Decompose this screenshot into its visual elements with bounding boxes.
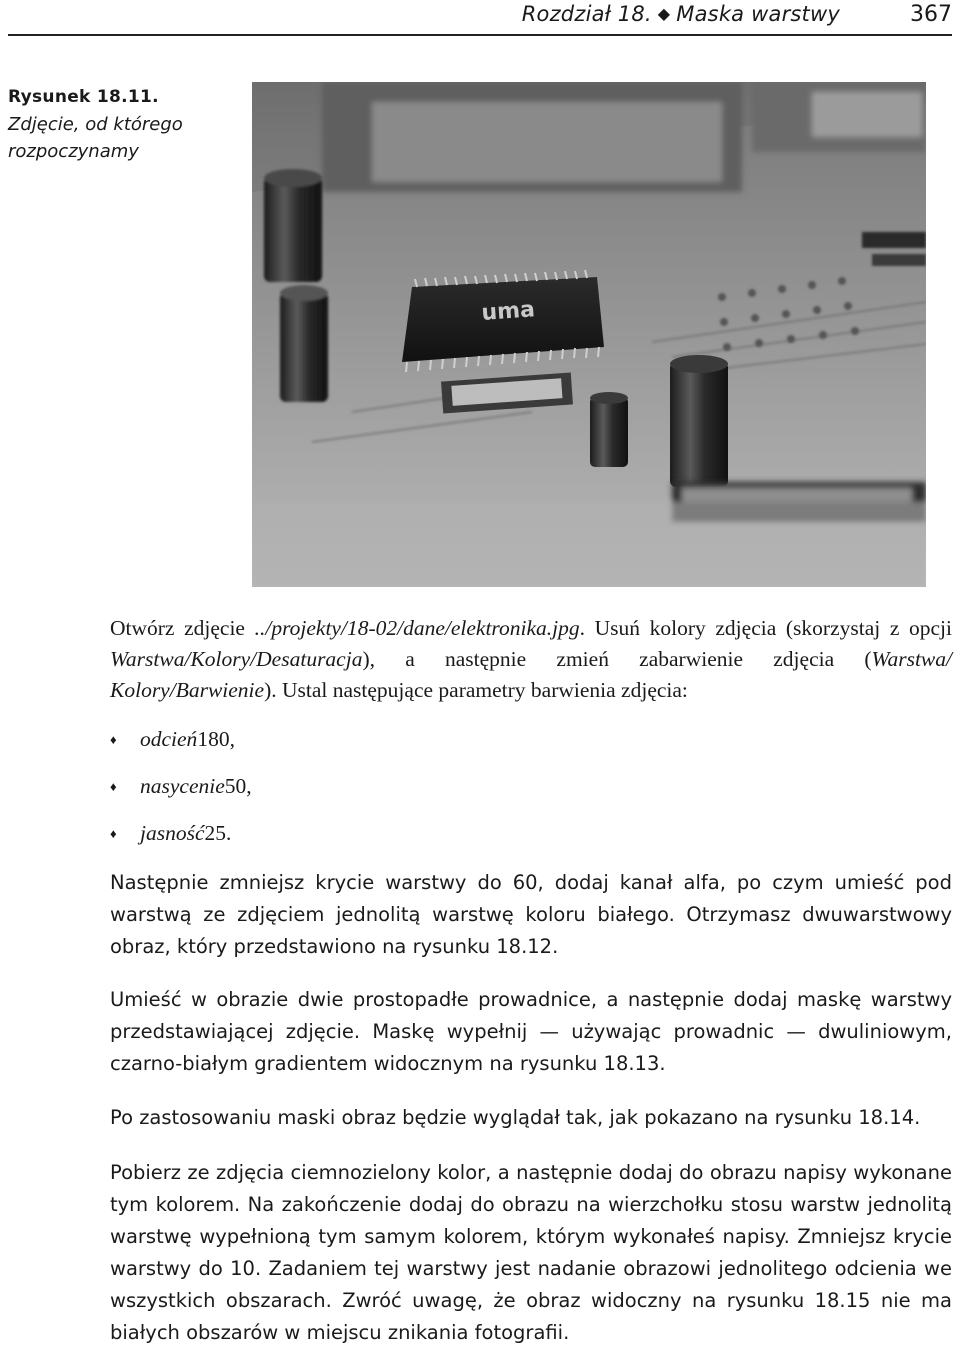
colorize-parameters-list: [110, 716, 810, 857]
page-number: 367: [910, 2, 952, 27]
diamond-separator-icon: ◆: [657, 4, 671, 23]
diamond-bullet-icon: ♦: [110, 732, 117, 747]
figure-label: Rysunek 18.11.: [8, 87, 159, 107]
figure-caption-text: Zdjęcie, od którego rozpoczynamy: [8, 114, 183, 162]
circuit-board-image: [252, 82, 926, 587]
figure-caption: [8, 84, 208, 165]
chip-marking: uma: [480, 297, 536, 326]
list-item-saturation: ♦ nasycenie 50,: [110, 763, 810, 810]
menu-path-desaturate: Warstwa/Kolory/Desaturacja: [110, 647, 363, 671]
paragraph-mask-guides: Umieść w obrazie dwie prostopadłe prowadnice, a następnie dodaj maskę warstwy przedstawiającej zdjęcie. Maskę wypełnij — używając prowadnic — dwuliniowym, czarno-białym gradientem widocznym na rysunku 18.13.: [110, 988, 952, 1075]
list-item-hue: ♦ odcień 180,: [110, 716, 810, 763]
paragraph-final-steps: Pobierz ze zdjęcia ciemnozielony kolor, a następnie dodaj do obrazu napisy wykonane tym kolorem. Na zakończenie dodaj do obrazu na wierzchołku stosu warstw jednolitą warstwę wypełnioną tym samym kolorem, którym wykonałeś napisy. Zmniejsz krycie warstwy do 10. Zadaniem tej warstwy jest nadanie obrazowi jednolitego odcienia we wszystkich obszarach. Zwróć uwagę, że obraz widoczny na rysunku 18.15 nie ma białych obszarów w miejscu znikania fotografii.: [110, 1161, 952, 1344]
list-item-lightness: ♦ jasność 25.: [110, 810, 810, 857]
chapter-title: Rozdział 18. ◆ Maska warstwy: [521, 2, 840, 26]
menu-path-colorize: Warstwa/ Kolory/Barwienie: [110, 647, 952, 702]
diamond-bullet-icon: ♦: [110, 779, 117, 794]
paragraph-layer-opacity: Następnie zmniejsz krycie warstwy do 60, dodaj kanał alfa, po czym umieść pod warstwą ze zdjęciem jednolitą warstwę koloru białego. Otrzymasz dwuwarstwowy obraz, który przedstawiono na rysunku 18.12.: [110, 871, 952, 958]
diamond-bullet-icon: ♦: [110, 826, 117, 841]
running-header: [8, 0, 952, 36]
file-path: ../projekty/18-02/dane/elektronika.jpg: [254, 616, 580, 640]
paragraph-intro: Otwórz zdjęcie ../projekty/18-02/dane/elektronika.jpg. Usuń kolory zdjęcia (skorzystaj z opcji Warstwa/Kolory/Desaturacja), a następnie zmień zabarwienie zdjęcia (Warstwa/ Kolory/Barwienie). Ustal następujące parametry barwienia zdjęcia:: [110, 616, 952, 702]
circuit-board-photo: [252, 82, 926, 587]
paragraph-mask-result: Po zastosowaniu maski obraz będzie wyglądał tak, jak pokazano na rysunku 18.14.: [110, 1106, 921, 1129]
